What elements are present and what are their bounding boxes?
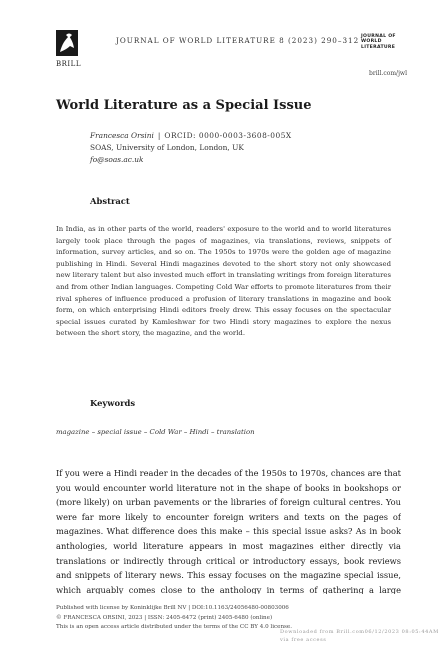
footer-license: Published with license by Koninklijke Brill NV | DOI:10.1163/24056480-00803006: [56, 605, 289, 611]
author-email[interactable]: fo@soas.ac.uk: [90, 155, 144, 165]
download-watermark: [280, 628, 439, 644]
journal-logo: [361, 34, 407, 77]
author-orcid[interactable]: ORCID: 0000-0003-3608-005X: [164, 131, 292, 140]
article-title: World Literature as a Special Issue: [56, 98, 312, 113]
keywords-heading: Keywords: [90, 398, 136, 408]
publisher-name: BRILL: [56, 60, 81, 68]
body-paragraph: If you were a Hindi reader in the decades of the 1950s to 1970s, chances are that you would encounter world literature not in the shape of books in bookshops or (more likely) on urban pavements or the libraries of foreign cultural centres. You were far more likely to encounter foreign writers and texts on the pages of magazines. What difference does this make – this special issue asks? As in book anthologies, world literature appears in most magazines either directly via translations or indirectly through critical or introductory essays, book reviews and snippets of literary news. This essay focuses on the magazine special issue, which arguably comes close to the anthology in terms of gathering a large: [56, 468, 401, 594]
running-head: JOURNAL OF WORLD LITERATURE 8 (2023) 290–312: [116, 36, 360, 45]
footer-copyright: © FRANCESCA ORSINI, 2023 | ISSN: 2405-6472 (print) 2405-6480 (online): [56, 614, 273, 621]
separator: |: [157, 131, 161, 140]
journal-logo-line2: WORLD LITERATURE: [361, 39, 396, 50]
author-name: Francesca Orsini: [90, 131, 154, 140]
brill-mark-icon: [56, 30, 78, 56]
watermark-line1: Downloaded from Brill.com06/12/2023 08:05:44AM: [280, 629, 439, 635]
keywords-text: magazine – special issue – Cold War – Hindi – translation: [56, 428, 255, 436]
author-affiliation: SOAS, University of London, London, UK: [90, 143, 244, 153]
journal-url[interactable]: brill.com/jwl: [369, 70, 407, 78]
abstract-text: In India, as in other parts of the world, readers' exposure to the world and to world literatures largely took place through the pages of magazines, via translations, reviews, snippets of information, survey articles, and so on. The 1950s to 1970s were the golden age of magazine publishing in Hindi. Several Hindi magazines devoted to the short story not only showcased new literary talent but also invested much effort in translating writings from foreign literatures and from other Indian languages. Competing Cold War efforts to promote literatures from their rival spheres of influence produced a profusion of literary translations in magazine and book form, on which enterprising Hindi editors freely drew. This essay focuses on the spectacular special issues curated by Kamleshwar for two Hindi story magazines to explore the nexus between the short story, the magazine, and the world.: [56, 225, 391, 338]
journal-logo-line1: JOURNAL OF: [361, 34, 396, 39]
abstract-heading: Abstract: [90, 196, 130, 206]
footer-open-access: This is an open access article distributed under the terms of the CC BY 4.0 license.: [56, 624, 293, 631]
watermark-line2: via free access: [280, 637, 327, 643]
author-block: [90, 130, 292, 167]
brill-logo: [56, 30, 82, 68]
page-header: [56, 30, 407, 78]
